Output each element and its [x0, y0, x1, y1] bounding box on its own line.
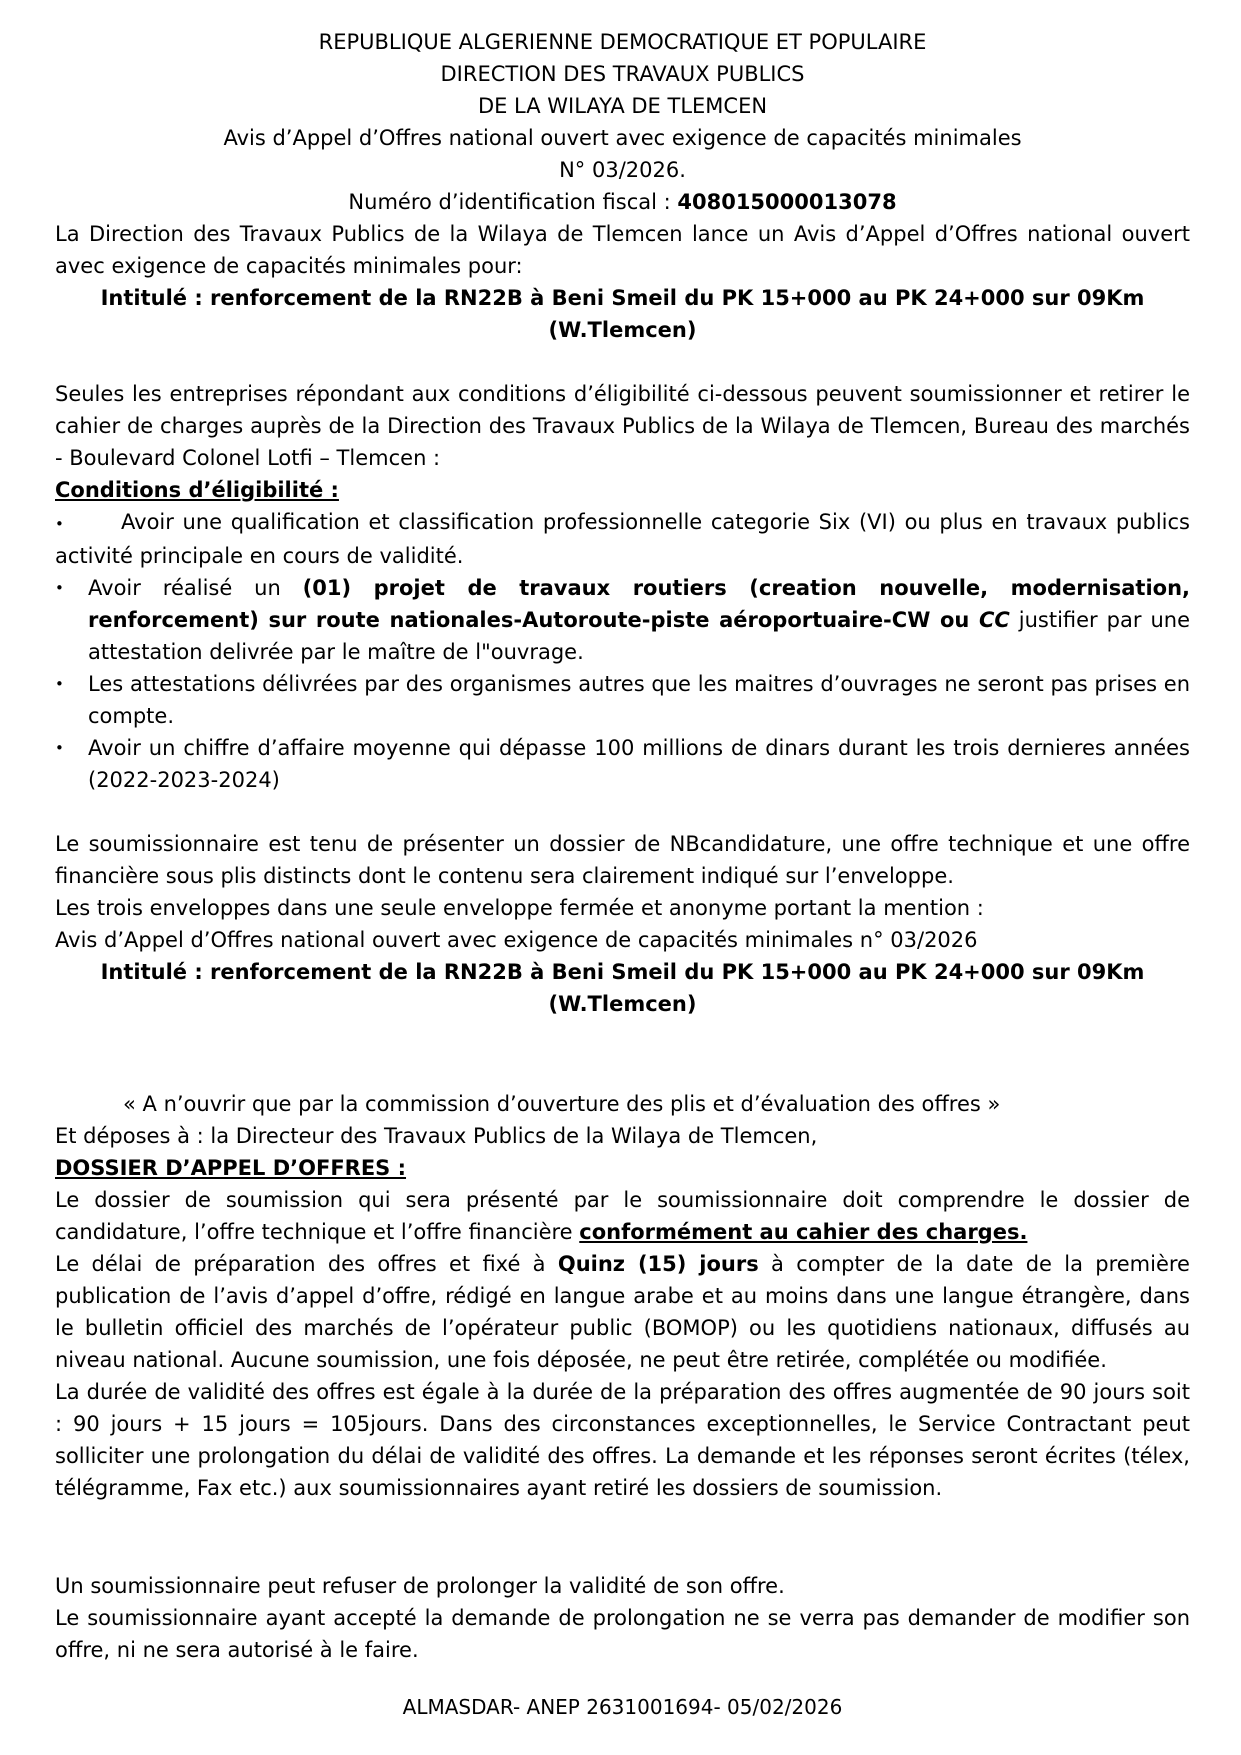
dossier-paragraph-3: La durée de validité des offres est égale à la durée de la préparation des offres augmentée de 90 jours soit : 90 jours + 15 jours = 105jours. Dans des circonstances exceptionnelles, le Service Contractant peut solliciter une prolongation du délai de validité des offres. La demande et les réponses seront écrites (télex, télégramme, Fax etc.) aux soumissionnaires ayant retiré les dossiers de soumission.	[55, 1380, 1190, 1500]
header-wilaya: DE LA WILAYA DE TLEMCEN	[477, 94, 768, 118]
header-notice-number: N° 03/2026.	[559, 158, 686, 182]
dossier-heading	[55, 1152, 1190, 1184]
bullet-icon: •	[55, 579, 64, 597]
header-fiscal-line	[55, 186, 1190, 218]
closing-paragraph-1: Un soumissionnaire peut refuser de prolonger la validité de son offre.	[55, 1574, 785, 1598]
envelope-mention: « A n’ouvrir que par la commission d’ouverture des plis et d’évaluation des offres »	[123, 1092, 1001, 1116]
bullet-1-text: Avoir une qualification et classification professionnelle categorie Six (VI) ou plus en travaux publics activité principale en cours de validité.	[55, 510, 1190, 568]
bullet-3-text: Les attestations délivrées par des organismes autres que les maitres d’ouvrages ne seront pas prises en compte.	[88, 672, 1190, 728]
eligibility-bullet-2	[55, 572, 1190, 668]
project-wilaya-2: (W.Tlemcen)	[548, 992, 697, 1016]
fiscal-label: Numéro d’identification fiscal :	[348, 190, 678, 214]
project-wilaya-1: (W.Tlemcen)	[548, 318, 697, 342]
closing-paragraph-2: Le soumissionnaire ayant accepté la demande de prolongation ne se verra pas demander de modifier son offre, ni ne sera autorisé à le faire.	[55, 1606, 1190, 1662]
project-title-1: Intitulé : renforcement de la RN22B à Beni Smeil du PK 15+000 au PK 24+000 sur 09Km	[100, 286, 1145, 310]
spacer	[55, 346, 1190, 378]
header-notice-title: Avis d’Appel d’Offres national ouvert avec exigence de capacités minimales	[223, 126, 1022, 150]
spacer	[55, 1504, 1190, 1570]
bullet-4-text: Avoir un chiffre d’affaire moyenne qui dépasse 100 millions de dinars durant les trois dernieres années (2022-2023-2024)	[88, 736, 1190, 792]
eligibility-bullet-1	[55, 506, 1190, 572]
fiscal-number: 408015000013078	[677, 190, 897, 214]
dossier-paragraph-2: Le délai de préparation des offres et fixé à Quinz (15) jours à compter de la date de la première publication de l’avis d’appel d’offre, rédigé en langue arabe et au moins dans une langue étrangère, dans le bulletin officiel des marchés de l’opérateur public (BOMOP) ou les quotidiens nationaux, diffusés au niveau national. Aucune soumission, une fois déposée, ne peut être retirée, complétée ou modifiée.	[55, 1252, 1190, 1372]
bullet-icon: •	[55, 739, 64, 757]
eligibility-bullet-4	[55, 732, 1190, 796]
submission-paragraph-1: Le soumissionnaire est tenu de présenter un dossier de NBcandidature, une offre technique et une offre financière sous plis distincts dont le contenu sera clairement indiqué sur l’enveloppe.	[55, 832, 1190, 888]
intro-paragraph: La Direction des Travaux Publics de la Wilaya de Tlemcen lance un Avis d’Appel d’Offres national ouvert avec exigence de capacités minimales pour:	[55, 222, 1190, 278]
deposit-line: Et déposes à : la Directeur des Travaux Publics de la Wilaya de Tlemcen,	[55, 1124, 818, 1148]
bullet-icon: •	[55, 515, 64, 533]
header-direction: DIRECTION DES TRAVAUX PUBLICS	[440, 62, 805, 86]
spacer	[55, 1020, 1190, 1088]
spacer	[55, 796, 1190, 828]
conditions-heading-text: Conditions d’éligibilité :	[55, 478, 339, 502]
anep-footer: ALMASDAR- ANEP 2631001694- 05/02/2026	[402, 1695, 843, 1719]
submission-paragraph-3: Avis d’Appel d’Offres national ouvert avec exigence de capacités minimales n° 03/2026	[55, 928, 978, 952]
eligibility-bullet-3	[55, 668, 1190, 732]
submission-paragraph-2: Les trois enveloppes dans une seule enveloppe fermée et anonyme portant la mention :	[55, 896, 984, 920]
dossier-heading-text: DOSSIER D’APPEL D’OFFRES :	[55, 1156, 407, 1180]
bullet-2-text: Avoir réalisé un (01) projet de travaux routiers (creation nouvelle, modernisation, renforcement) sur route nationales-Autoroute-piste aéroportuaire-CW ou CC justifier par une attestation delivrée par le maître de l"ouvrage.	[88, 576, 1190, 664]
conditions-heading	[55, 474, 1190, 506]
dossier-paragraph-1: Le dossier de soumission qui sera présenté par le soumissionnaire doit comprendre le dossier de candidature, l’offre technique et l’offre financière conformément au cahier des charges.	[55, 1188, 1190, 1244]
header-republic: REPUBLIQUE ALGERIENNE DEMOCRATIQUE ET POPULAIRE	[318, 30, 927, 54]
project-title-2: Intitulé : renforcement de la RN22B à Beni Smeil du PK 15+000 au PK 24+000 sur 09Km	[100, 960, 1145, 984]
eligibility-intro: Seules les entreprises répondant aux conditions d’éligibilité ci-dessous peuvent soumissionner et retirer le cahier de charges auprès de la Direction des Travaux Publics de la Wilaya de Tlemcen, Bureau des marchés - Boulevard Colonel Lotfi – Tlemcen :	[55, 382, 1190, 470]
bullet-icon: •	[55, 675, 64, 693]
